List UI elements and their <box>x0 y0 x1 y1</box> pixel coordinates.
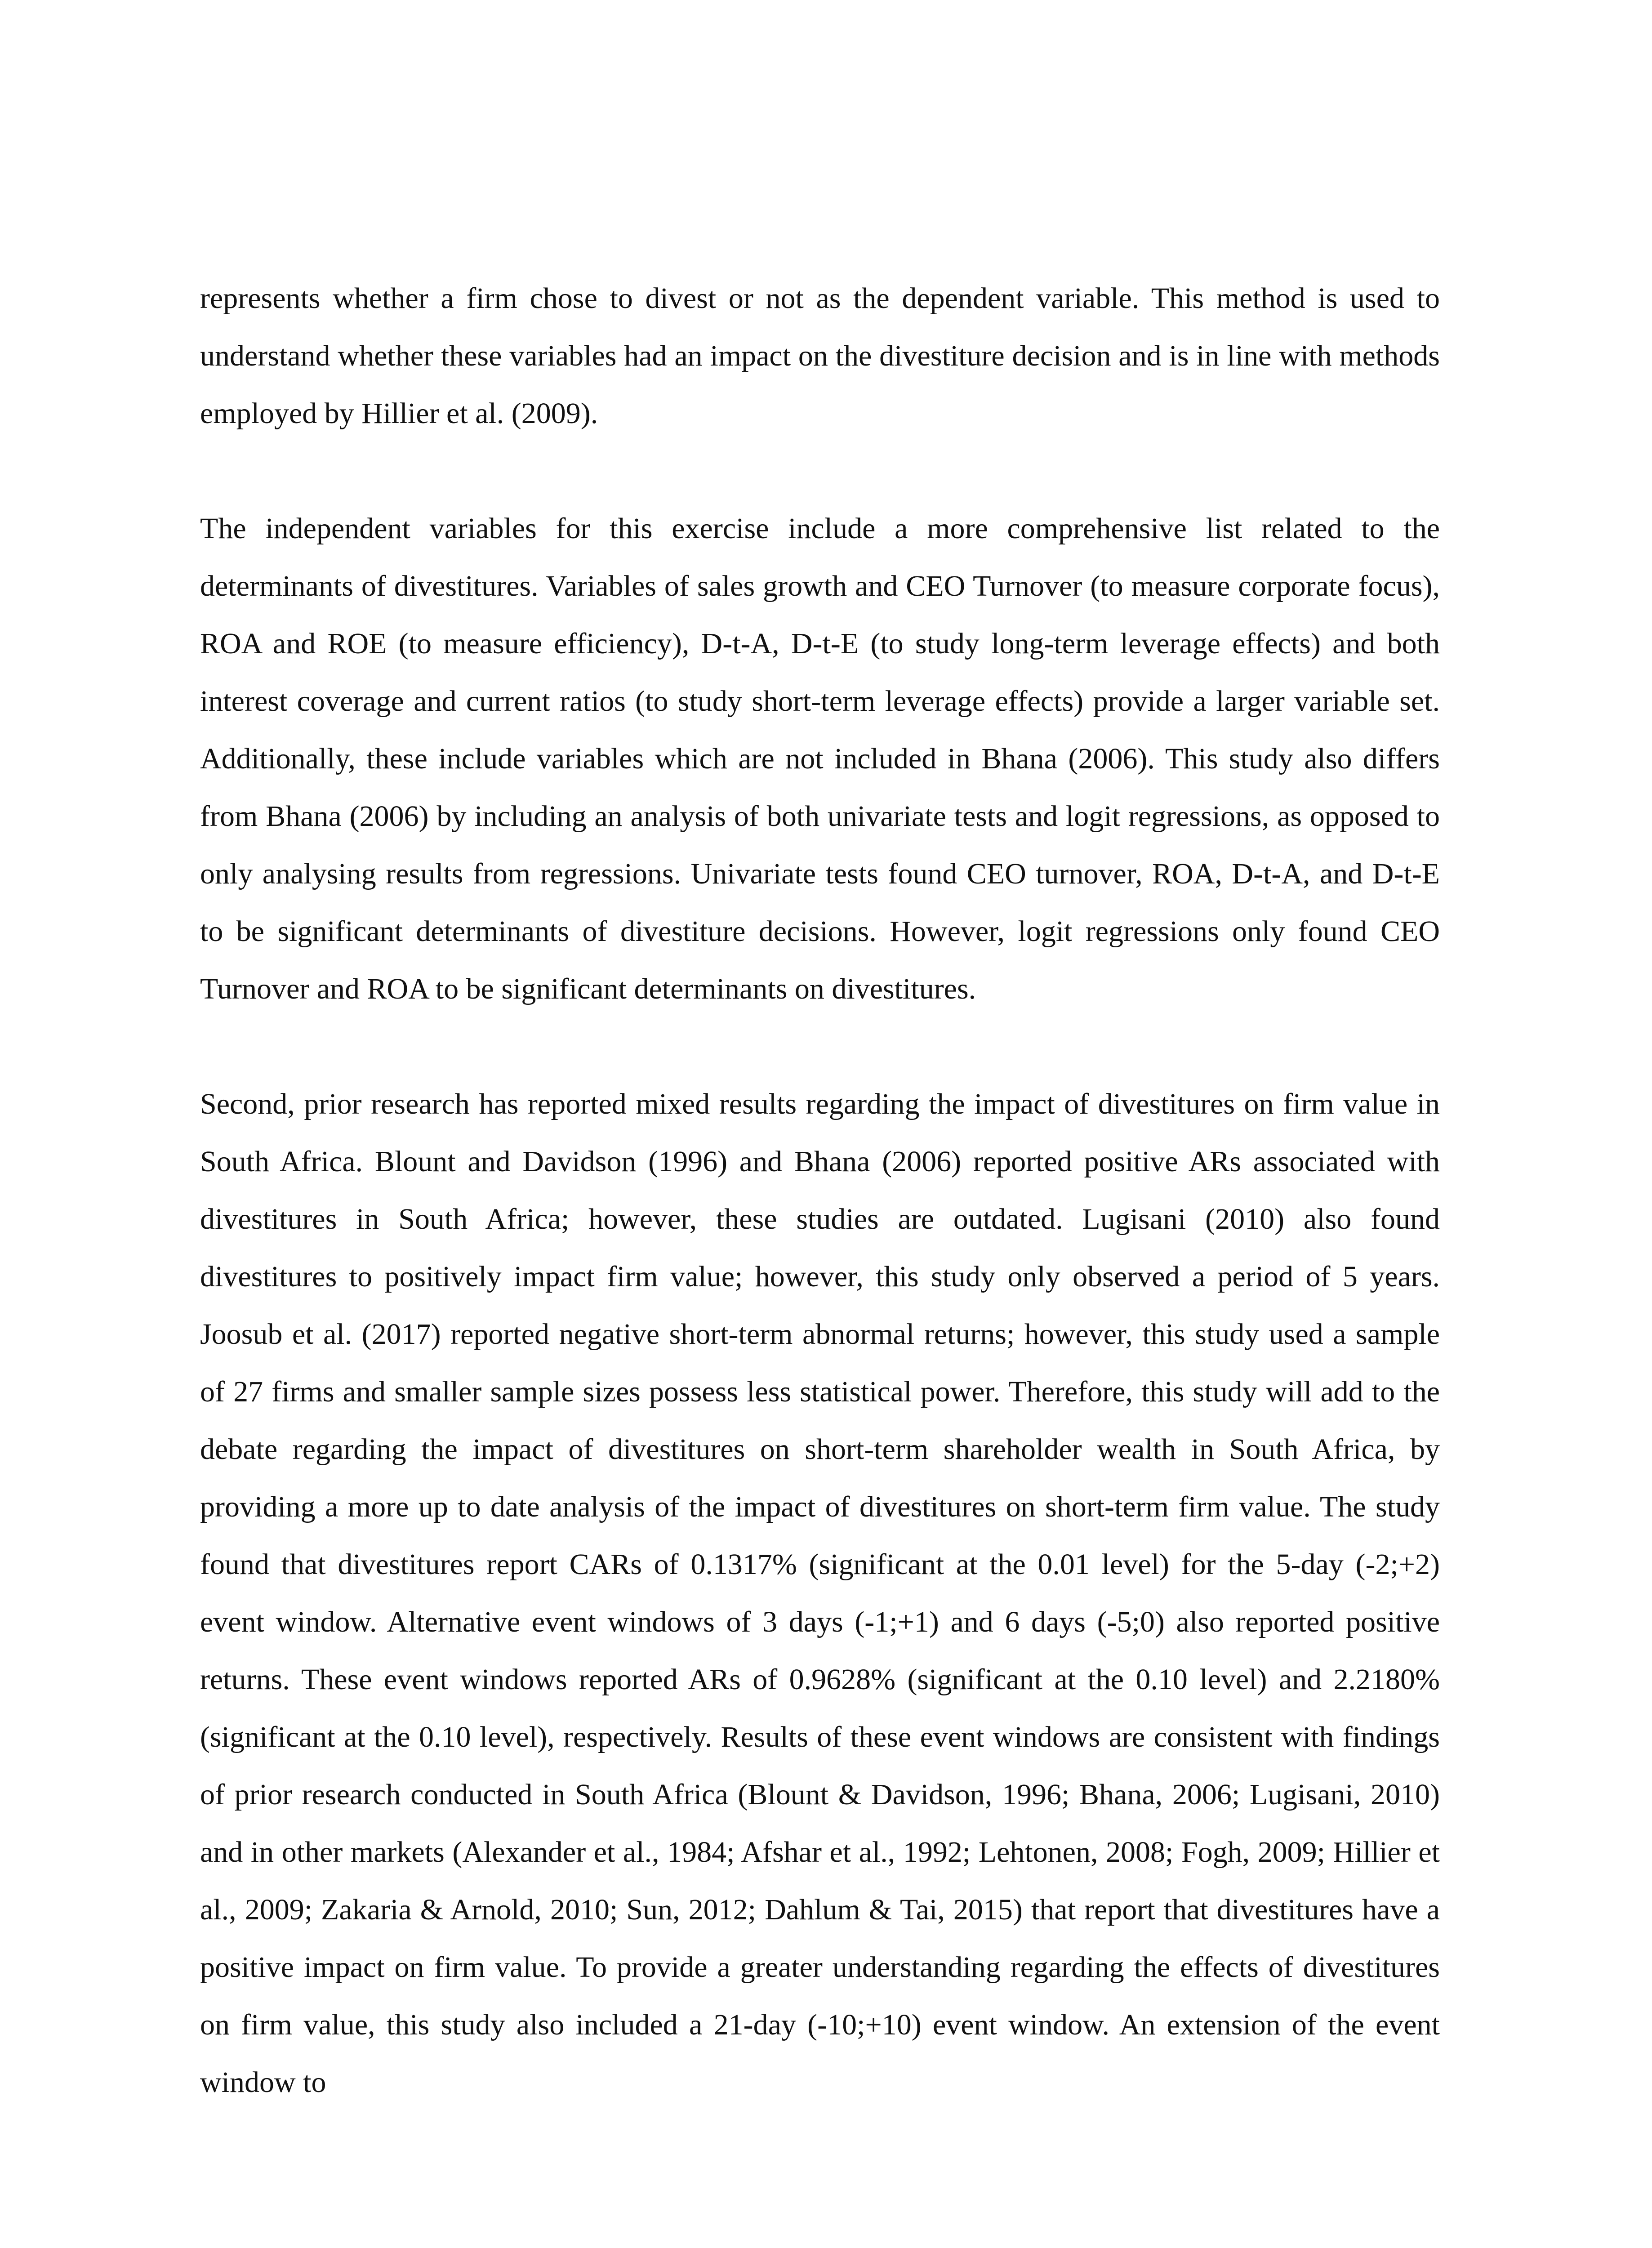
paragraph-independent-variables: The independent variables for this exercise include a more comprehensive list related to the determinants of divestitures. Variables of sales growth and CEO Turnover (to measure corporate focus), ROA and ROE (to measure efficiency), D-t-A, D-t-E (to study long-term leverage effects) and both interest coverage and current ratios (to study short-term leverage effects) provide a larger variable set. Additionally, these include variables which are not included in Bhana (2006). This study also differs from Bhana (2006) by including an analysis of both univariate tests and logit regressions, as opposed to only analysing results from regressions. Univariate tests found CEO turnover, ROA, D-t-A, and D-t-E to be significant determinants of divestiture decisions. However, logit regressions only found CEO Turnover and ROA to be significant determinants on divestitures. <box>200 512 1440 1005</box>
paragraph-prior-research: Second, prior research has reported mixed results regarding the impact of divestitures on firm value in South Africa. Blount and Davidson (1996) and Bhana (2006) reported positive ARs associated with divestitures in South Africa; however, these studies are outdated. Lugisani (2010) also found divestitures to positively impact firm value; however, this study only observed a period of 5 years. Joosub et al. (2017) reported negative short-term abnormal returns; however, this study used a sample of 27 firms and smaller sample sizes possess less statistical power. Therefore, this study will add to the debate regarding the impact of divestitures on short-term shareholder wealth in South Africa, by providing a more up to date analysis of the impact of divestitures on short-term firm value. The study found that divestitures report CARs of 0.1317% (significant at the 0.01 level) for the 5-day (-2;+2) event window. Alternative event windows of 3 days (-1;+1) and 6 days (-5;0) also reported positive returns. These event windows reported ARs of 0.9628% (significant at the 0.10 level) and 2.2180% (significant at the 0.10 level), respectively. Results of these event windows are consistent with findings of prior research conducted in South Africa (Blount & Davidson, 1996; Bhana, 2006; Lugisani, 2010) and in other markets (Alexander et al., 1984; Afshar et al., 1992; Lehtonen, 2008; Fogh, 2009; Hillier et al., 2009; Zakaria & Arnold, 2010; Sun, 2012; Dahlum & Tai, 2015) that report that divestitures have a positive impact on firm value. To provide a greater understanding regarding the effects of divestitures on firm value, this study also included a 21-day (-10;+10) event window. An extension of the event window to <box>200 1088 1440 2099</box>
paragraph-continuation: represents whether a firm chose to divest or not as the dependent variable. This method is used to understand whether these variables had an impact on the divestiture decision and is in line with methods employed by Hillier et al. (2009). <box>200 282 1440 430</box>
body-text <box>200 270 1440 2169</box>
